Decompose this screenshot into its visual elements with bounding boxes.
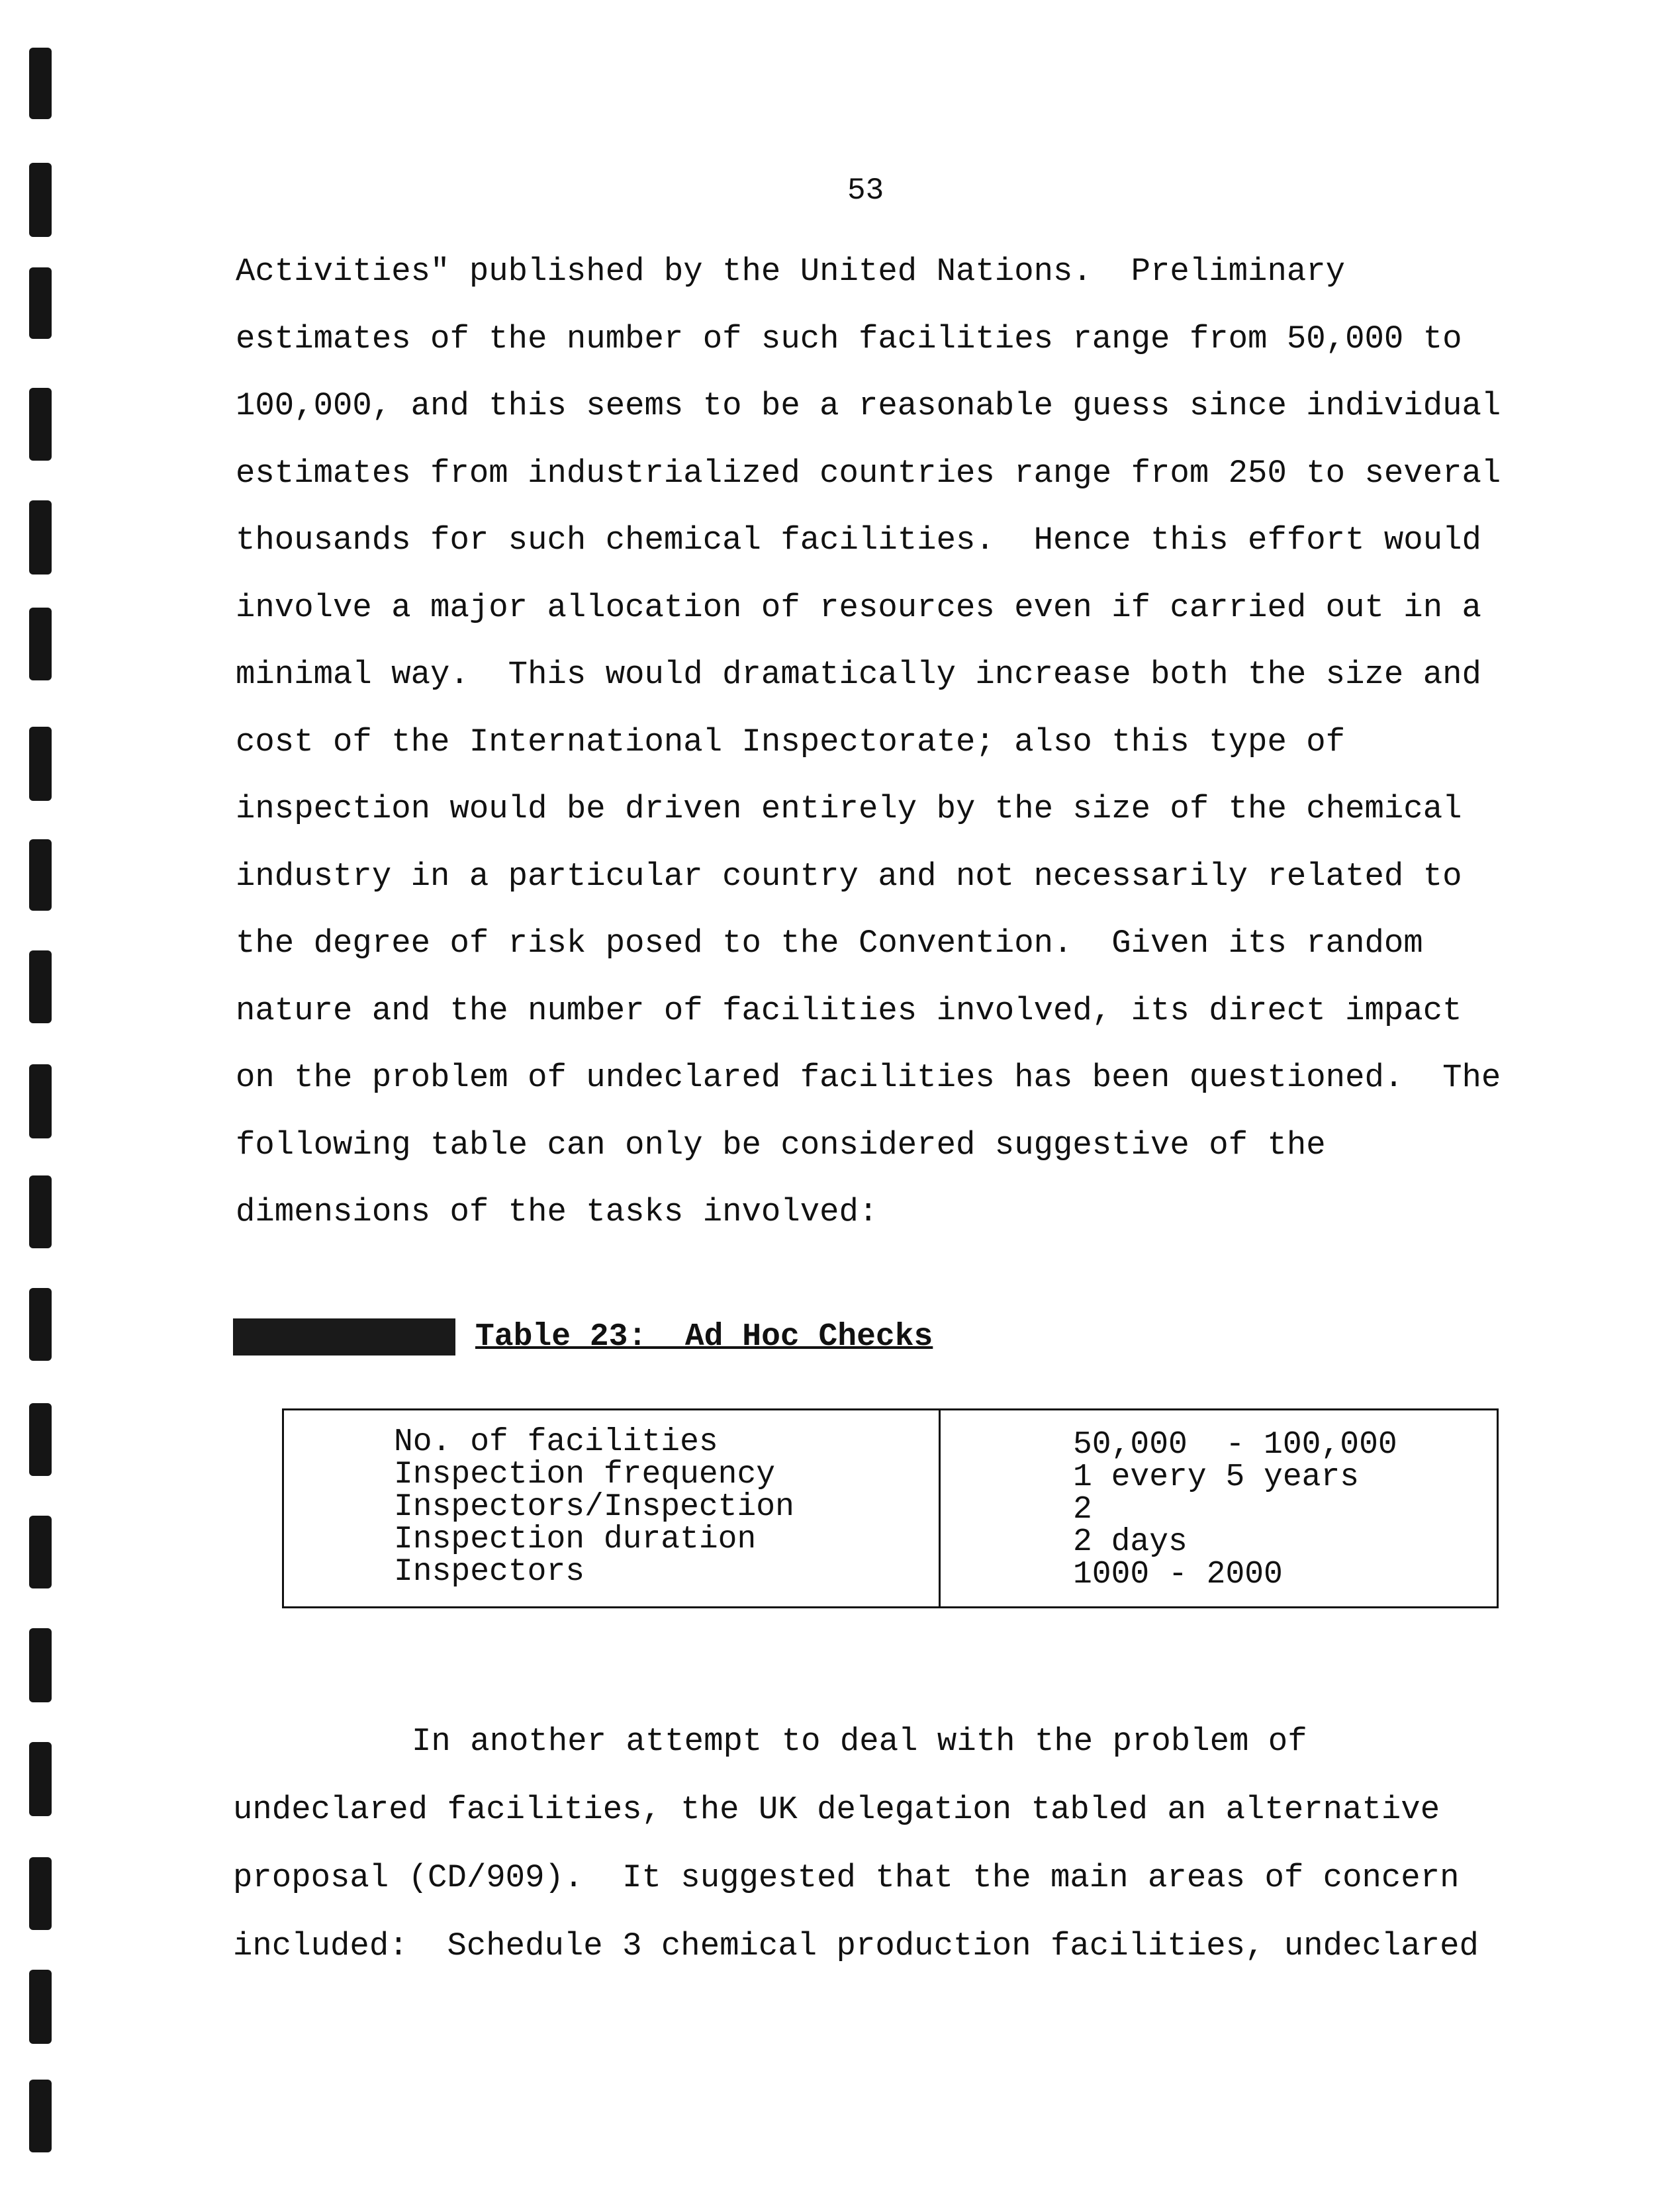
binding-mark bbox=[29, 950, 52, 1023]
text-line: Activities" published by the United Nations. Preliminary bbox=[236, 253, 1346, 290]
text-line: dimensions of the tasks involved: bbox=[236, 1193, 878, 1230]
table-row-value: 1000 - 2000 bbox=[1073, 1557, 1283, 1592]
binding-mark bbox=[29, 1288, 52, 1361]
binding-mark bbox=[29, 1403, 52, 1476]
table-row-label: Inspection frequency bbox=[394, 1457, 776, 1493]
text-line: estimates of the number of such facilities range from 50,000 to bbox=[236, 320, 1462, 357]
binding-mark bbox=[29, 1742, 52, 1816]
text-line: involve a major allocation of resources even if carried out in a bbox=[236, 588, 1481, 626]
table-row-value: 50,000 - 100,000 bbox=[1073, 1427, 1397, 1463]
binding-mark bbox=[29, 2080, 52, 2152]
text-line: on the problem of undeclared facilities has been questioned. The bbox=[236, 1059, 1501, 1096]
binding-mark bbox=[29, 1064, 52, 1138]
text-line: 100,000, and this seems to be a reasonable guess since individual bbox=[236, 387, 1501, 424]
text-line: nature and the number of facilities involved, its direct impact bbox=[236, 991, 1462, 1029]
text-line: In another attempt to deal with the problem of bbox=[412, 1723, 1307, 1760]
binding-mark bbox=[29, 388, 52, 461]
text-line: thousands for such chemical facilities. Hence this effort would bbox=[236, 522, 1481, 559]
binding-mark bbox=[29, 727, 52, 801]
table-row-label: Inspectors bbox=[394, 1554, 585, 1590]
page-number: 53 bbox=[847, 173, 884, 208]
binding-mark bbox=[29, 608, 52, 680]
text-line: following table can only be considered suggestive of the bbox=[236, 1126, 1326, 1164]
binding-mark bbox=[29, 267, 52, 339]
table-row-label: No. of facilities bbox=[394, 1424, 718, 1460]
table-caption bbox=[233, 1317, 933, 1357]
binding-mark bbox=[29, 163, 52, 237]
text-line: industry in a particular country and not necessarily related to bbox=[236, 857, 1462, 895]
table-row-value: 1 every 5 years bbox=[1073, 1459, 1360, 1495]
body-paragraph bbox=[236, 238, 1566, 1246]
table-label-column bbox=[284, 1410, 941, 1606]
binding-mark bbox=[29, 1857, 52, 1930]
table-row-label: Inspection duration bbox=[394, 1522, 757, 1557]
ad-hoc-checks-table bbox=[282, 1408, 1499, 1608]
binding-mark bbox=[29, 48, 52, 119]
binding-mark bbox=[29, 500, 52, 574]
binding-mark bbox=[29, 1516, 52, 1588]
text-line: inspection would be driven entirely by the size of the chemical bbox=[236, 790, 1462, 827]
binding-mark bbox=[29, 1175, 52, 1248]
text-line: undeclared facilities, the UK delegation tabled an alternative bbox=[233, 1791, 1440, 1828]
binding-mark bbox=[29, 1628, 52, 1702]
table-row-value: 2 bbox=[1073, 1492, 1092, 1528]
table-title: Table 23: Ad Hoc Checks bbox=[475, 1319, 933, 1355]
table-value-column bbox=[941, 1410, 1497, 1606]
text-line: estimates from industrialized countries range from 250 to several bbox=[236, 454, 1501, 492]
binding-mark bbox=[29, 1970, 52, 2044]
text-line: proposal (CD/909). It suggested that the main areas of concern bbox=[233, 1859, 1460, 1896]
table-row-value: 2 days bbox=[1073, 1524, 1188, 1560]
body-paragraph bbox=[233, 1708, 1570, 1980]
table-row-label: Inspectors/Inspection bbox=[394, 1489, 794, 1525]
binding-mark bbox=[29, 839, 52, 911]
text-line: cost of the International Inspectorate; also this type of bbox=[236, 723, 1346, 760]
text-line: included: Schedule 3 chemical production facilities, undeclared bbox=[233, 1927, 1479, 1964]
redaction-block bbox=[233, 1318, 455, 1356]
text-line: the degree of risk posed to the Convention. Given its random bbox=[236, 925, 1423, 962]
text-line: minimal way. This would dramatically increase both the size and bbox=[236, 656, 1481, 693]
